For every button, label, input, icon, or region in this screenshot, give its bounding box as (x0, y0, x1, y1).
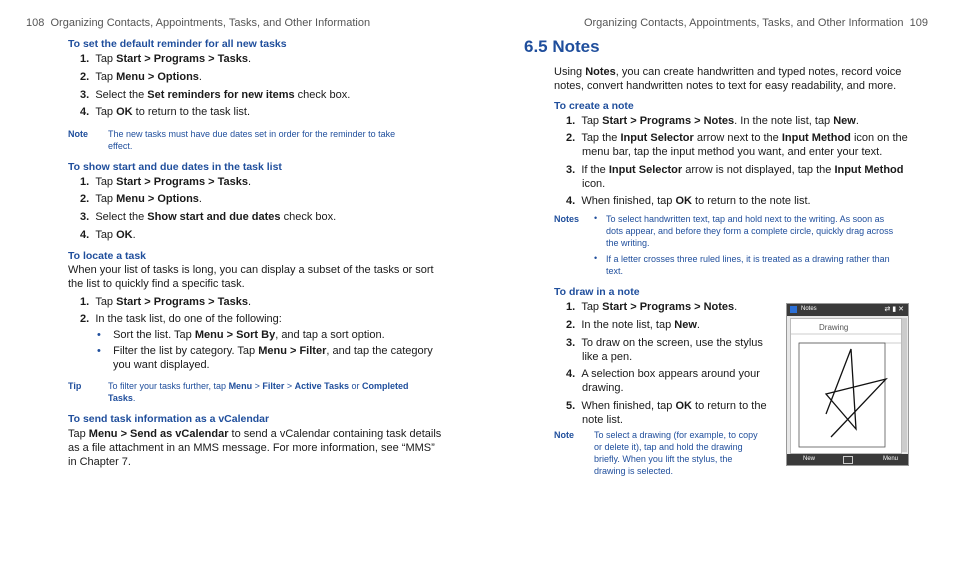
drawing-canvas (790, 318, 902, 454)
step: 5. When finished, tap OK to return to the (566, 400, 767, 412)
step: 1. Tap Start > Programs > Notes. In the note list, tap New. (566, 115, 859, 127)
step: 4. Tap OK. (80, 229, 136, 241)
step: 1. Tap Start > Programs > Notes. (566, 301, 738, 313)
start-icon (790, 306, 797, 313)
right-running-title: Organizing Contacts, Appointments, Tasks, and Other Information (583, 17, 904, 29)
step-continuation: icon. (582, 178, 606, 190)
step-continuation: note list. (582, 414, 623, 426)
step: 1. Tap Start > Programs > Tasks. (80, 176, 252, 188)
left-page-header (26, 17, 370, 29)
step: 4. When finished, tap OK to return to the note list. (566, 195, 811, 207)
right-softkey: Menu (882, 456, 898, 462)
list-item: • Sort the list. Tap Menu > Sort By, and tap a sort option. (97, 329, 385, 341)
drawing-star (791, 319, 901, 453)
note-label: Note (554, 430, 574, 440)
step: 3. To draw on the screen, use the stylus (566, 337, 763, 349)
step-continuation: menu bar, tap the input method you want, and enter your text. (582, 146, 883, 158)
step: 1. Tap Start > Programs > Tasks. (80, 296, 252, 308)
step: 3. Select the Show start and due dates check box. (80, 211, 337, 223)
app-title-bar (787, 304, 908, 316)
keyboard-icon (843, 456, 853, 464)
notes-bullet: • To select handwritten text, tap and hold next to the writing. As soon as dots appear, and before they form a complete circle, quickly drag across the writing. (594, 213, 894, 248)
step: 3. If the Input Selector arrow is not displayed, tap the Input Method (566, 164, 904, 176)
scrollbar (902, 318, 907, 452)
step: 3. Select the Set reminders for new items check box. (80, 89, 351, 101)
drawing-label: Drawing (819, 323, 849, 332)
step: 4. Tap OK to return to the task list. (80, 106, 250, 118)
list-item-continuation: you want displayed. (113, 359, 210, 371)
softkey-bar (787, 454, 908, 465)
subheading-create-note: To create a note (554, 100, 634, 112)
paragraph: When your list of tasks is long, you can display a subset of the tasks or sort the list to quickly find a specific task. (68, 264, 434, 290)
section-title: 6.5 Notes (524, 37, 600, 56)
paragraph: Using Notes, you can create handwritten and typed notes, record voice notes, convert handwritten notes to text for easy readability, and more. (554, 66, 902, 92)
tip-label: Tip (68, 381, 82, 391)
tip-text: To filter your tasks further, tap Menu > Filter > Active Tasks or Completed Tasks. (108, 381, 409, 403)
status-icons: ⇄ ▮ ✕ (884, 306, 904, 313)
step: 2. Tap Menu > Options. (80, 193, 202, 205)
left-softkey: New (803, 456, 816, 462)
note-label: Note (68, 129, 88, 139)
subheading-draw-note: To draw in a note (554, 286, 640, 298)
right-page-header (584, 17, 928, 29)
note-text: The new tasks must have due dates set in order for the reminder to take effect. (108, 129, 396, 151)
step-continuation: like a pen. (582, 351, 633, 363)
subheading-default-reminder: To set the default reminder for all new tasks (68, 38, 287, 50)
app-title: Notes (801, 306, 817, 312)
step: 2. Tap the Input Selector arrow next to the Input Method icon on the (566, 132, 908, 144)
step: 2. In the note list, tap New. (566, 319, 700, 331)
step: 1. Tap Start > Programs > Tasks. (80, 53, 252, 65)
subheading-start-due-dates: To show start and due dates in the task list (68, 161, 282, 173)
step: 2. In the task list, do one of the following: (80, 313, 282, 325)
subheading-locate-task: To locate a task (68, 250, 147, 262)
subheading-send-vcalendar: To send task information as a vCalendar (68, 413, 270, 425)
step: 4. A selection box appears around your (566, 368, 760, 380)
left-page-number: 108 (26, 17, 45, 29)
step: 2. Tap Menu > Options. (80, 71, 202, 83)
step-continuation: drawing. (582, 382, 624, 394)
note-text: To select a drawing (for example, to copy or delete it), tap and hold the drawing briefly. When you lift the stylus, the drawing is selected. (594, 430, 758, 476)
notes-label: Notes (554, 214, 580, 224)
notes-bullet: • If a letter crosses three ruled lines, it is treated as a drawing rather than text. (594, 253, 890, 276)
notes-app-screenshot (786, 303, 909, 466)
list-item: • Filter the list by category. Tap Menu > Filter, and tap the category (97, 345, 433, 357)
paragraph: Tap Menu > Send as vCalendar to send a vCalendar containing task details as a file attachment in an MMS message. For more information, see “MMS” in Chapter 7. (68, 428, 442, 468)
right-page-number: 109 (909, 17, 928, 29)
left-running-title: Organizing Contacts, Appointments, Tasks, and Other Information (50, 17, 371, 29)
